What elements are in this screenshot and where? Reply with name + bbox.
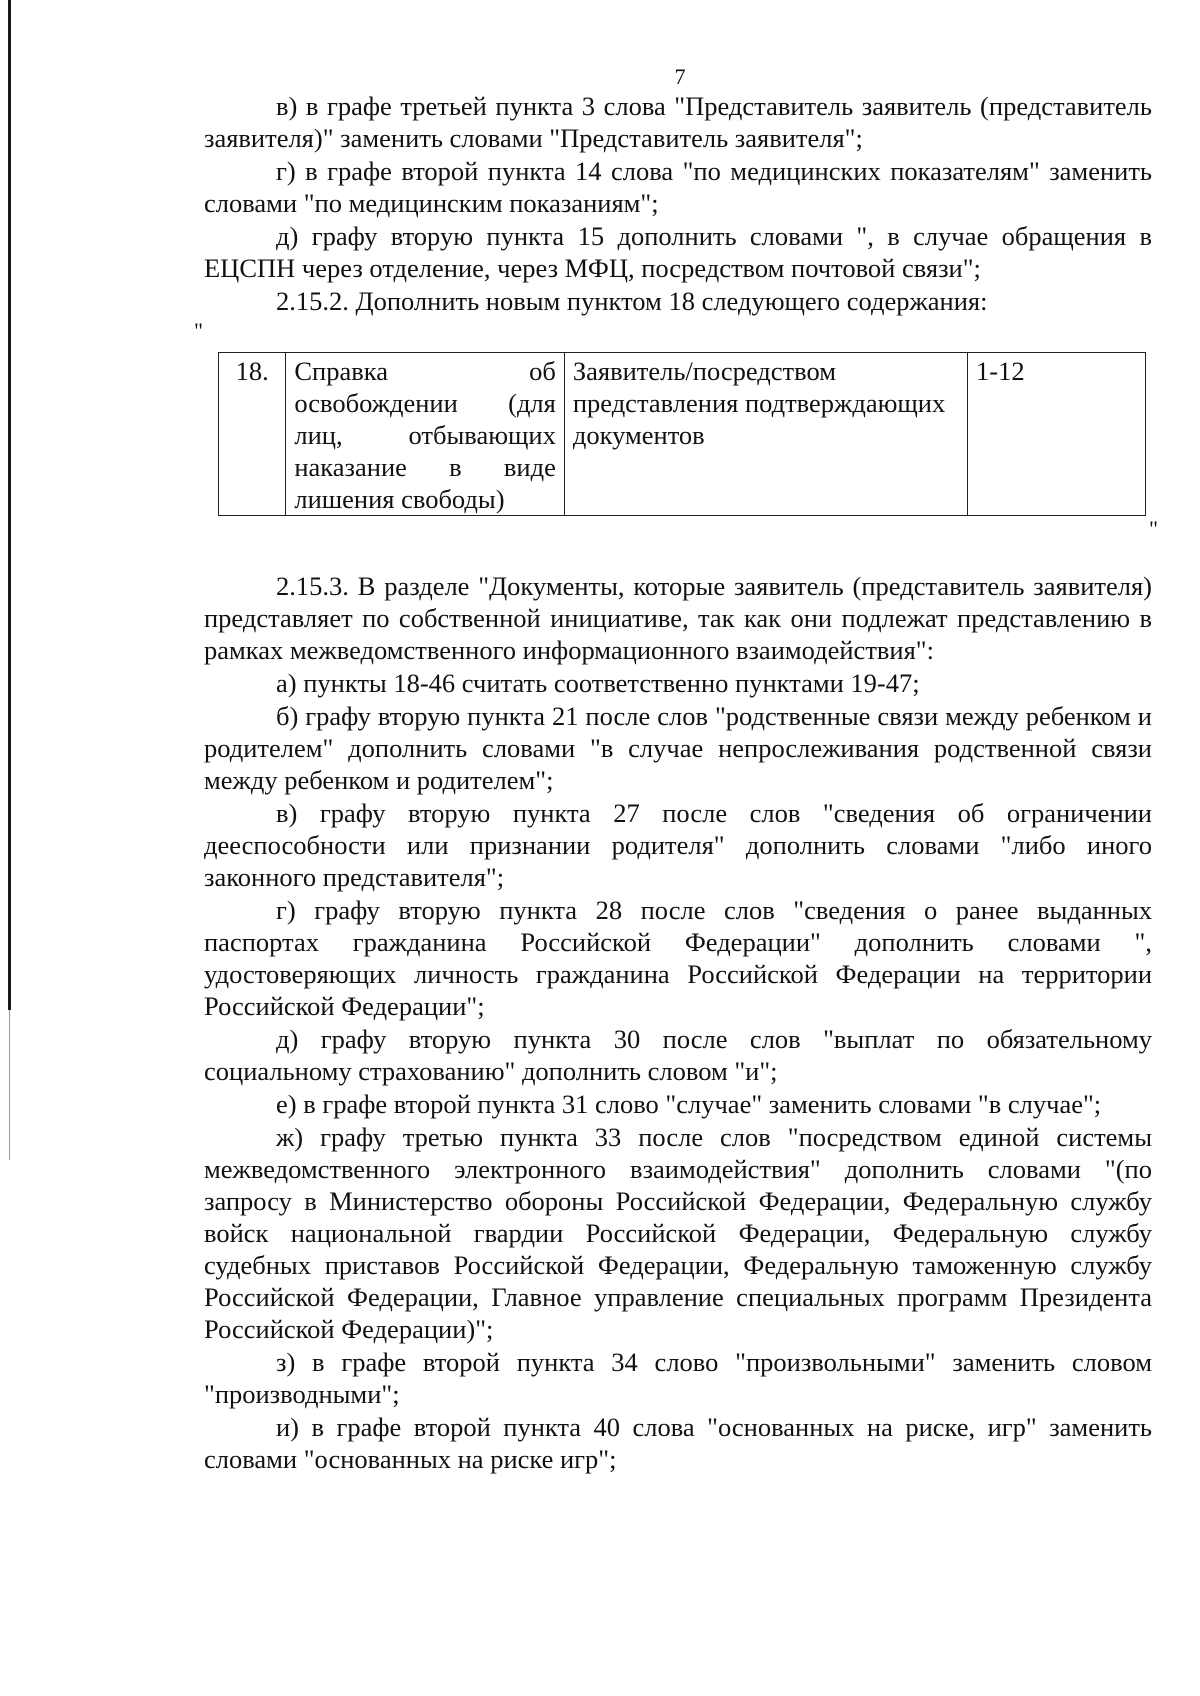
scan-edge (8, 0, 11, 1010)
scan-edge-faint (9, 1010, 10, 1160)
table-cell-number: 18. (219, 353, 286, 516)
paragraph-v: в) в графе третьей пункта 3 слова "Представитель заявитель (представитель заявителя)" заменить словами "Представитель заявителя"; (204, 91, 1152, 153)
paragraph-i: и) в графе второй пункта 40 слова "основанных на риске, игр" заменить словами "основанных на риске игр"; (204, 1412, 1152, 1474)
table-row (219, 353, 1146, 516)
inserted-table (218, 352, 1146, 516)
quote-close-mark: " (1149, 516, 1158, 541)
paragraph-zh: ж) графу третью пункта 33 после слов "посредством единой системы межведомственного электронного взаимодействия" дополнить словами "(по запросу в Министерство обороны Российской Федерации, Федеральную службу войск национальной гвардии Российской Федерации, Федеральную службу судебных приставов Российской Федерации, Федеральную таможенную службу Российской Федерации, Главное управление специальных программ Президента Российской Федерации)"; (204, 1122, 1152, 1344)
paragraph-b: б) графу вторую пункта 21 после слов "родственные связи между ребенком и родителем" дополнить словами "в случае непрослеживания родственной связи между ребенком и родителем"; (204, 701, 1152, 795)
table-cell-submitter: Заявитель/посредством представления подтверждающих документов (564, 353, 967, 516)
paragraph-g: г) в графе второй пункта 14 слова "по медицинских показателям" заменить словами "по медицинским показаниям"; (204, 156, 1152, 218)
quote-open-mark: " (194, 318, 203, 343)
paragraph-d2: д) графу вторую пункта 30 после слов "выплат по обязательному социальному страхованию" дополнить словом "и"; (204, 1024, 1152, 1086)
table-cell-range: 1-12 (968, 353, 1146, 516)
document-body (194, 90, 1158, 1476)
paragraph-2-15-2: 2.15.2. Дополнить новым пунктом 18 следующего содержания: (276, 286, 988, 316)
paragraph-z: з) в графе второй пункта 34 слово "произвольными" заменить словом "производными"; (204, 1347, 1152, 1409)
table-cell-document: Справка об освобождении (для лиц, отбывающих наказание в виде лишения свободы) (286, 353, 565, 516)
paragraph-d: д) графу вторую пункта 15 дополнить словами ", в случае обращения в ЕЦСПН через отделение, через МФЦ, посредством почтовой связи"; (204, 221, 1152, 283)
paragraph-a: а) пункты 18-46 считать соответственно пунктами 19-47; (276, 668, 920, 698)
paragraph-e: е) в графе второй пункта 31 слово "случае" заменить словами "в случае"; (276, 1089, 1102, 1119)
paragraph-v2: в) графу вторую пункта 27 после слов "сведения об ограничении дееспособности или признании родителя" дополнить словами "либо иного законного представителя"; (204, 798, 1152, 892)
paragraph-2-15-3: 2.15.3. В разделе "Документы, которые заявитель (представитель заявителя) представляет по собственной инициативе, так как они подлежат представлению в рамках межведомственного информационного взаимодействия": (204, 571, 1152, 665)
page-number: 7 (674, 64, 686, 89)
paragraph-g2: г) графу вторую пункта 28 после слов "сведения о ранее выданных паспортах гражданина Российской Федерации" дополнить словами ", удостоверяющих личность гражданина Российской Федерации на территории Российской Федерации"; (204, 895, 1152, 1021)
